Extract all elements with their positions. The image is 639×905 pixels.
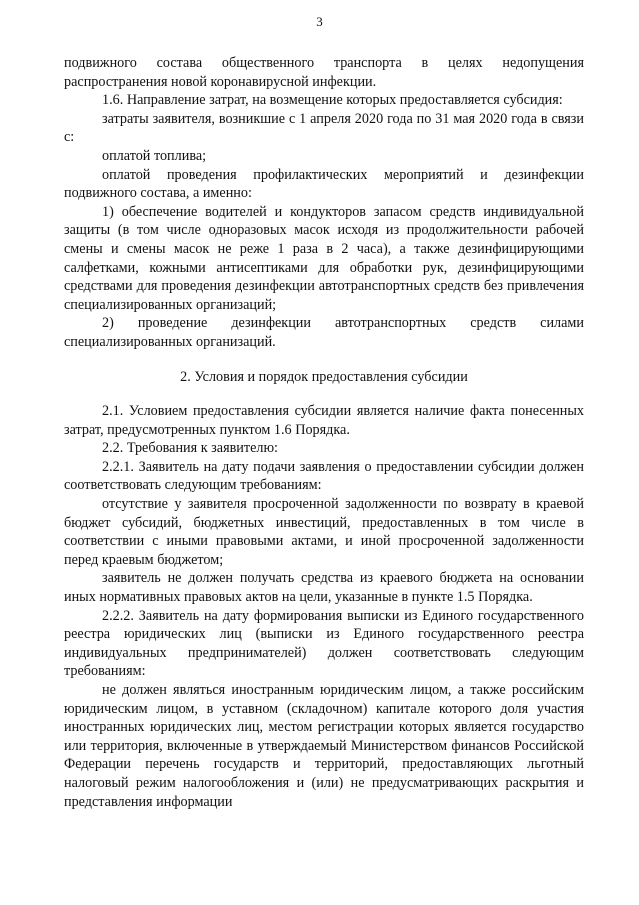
section-2-block [64,402,584,811]
section-heading: 2. Условия и порядок предоставления субсидии [180,368,468,385]
paragraph: оплатой проведения профилактических мероприятий и дезинфекции подвижного состава, а именно: [64,166,584,202]
paragraph: 2.2.1. Заявитель на дату подачи заявления о предоставлении субсидии должен соответствовать следующим требованиям: [64,458,584,494]
paragraph: оплатой топлива; [102,147,207,164]
list-item-paragraph: 2) проведение дезинфекции автотранспортных средств силами специализированных организаций. [64,315,584,350]
paragraph: 2.1. Условием предоставления субсидии является наличие факта понесенных затрат, предусмотренных пунктом 1.6 Порядка. [64,403,584,438]
paragraph: отсутствие у заявителя просроченной задолженности по возврату в краевой бюджет субсидий, бюджетных инвестиций, предоставленных в том числе в соответствии с иными правовыми актами, и иной просроченной задолженности перед краевым бюджетом; [64,496,584,568]
paragraph: подвижного состава общественного транспорта в целях недопущения распространения новой коронавирусной инфекции. [64,55,584,90]
document-body [64,54,584,811]
paragraph: не должен являться иностранным юридическим лицом, а также российским юридическим лицом, в уставном (складочном) капитале которого доля участия иностранных юридических лиц, местом регистрации которых является государство или территория, включенные в утверждаемый Министерством финансов Российской Федерации перечень государств и территорий, предоставляющих льготный налоговый режим налогообложения и (или) не предусматривающих раскрытия и представления информации [64,682,584,810]
paragraph: затраты заявителя, возникшие с 1 апреля 2020 года по 31 мая 2020 года в связи с: [64,110,584,146]
paragraph: 1.6. Направление затрат, на возмещение которых предоставляется субсидия: [102,92,563,109]
paragraph: заявитель не должен получать средства из краевого бюджета на основании иных нормативных правовых актов на цели, указанные в пункте 1.5 Порядка. [64,570,584,606]
page-number: 3 [316,14,323,29]
paragraph: 2.2. Требования к заявителю: [102,440,278,457]
paragraph: 2.2.2. Заявитель на дату формирования выписки из Единого государственного реестра юридических лиц (выписки из Единого государственного реестра индивидуальных предпринимателей) должен соответствовать следующим требованиям: [64,607,584,680]
section-1-6-block [64,54,584,352]
list-item-paragraph: 1) обеспечение водителей и кондукторов запасом средств индивидуальной защиты (в том числе одноразовых масок исходя из продолжительности рабочей смены и смены масок не реже 1 раза в 2 часа), а также дезинфицирующими салфетками, кожными антисептиками для обработки рук, дезинфицирующими средствами для проведения дезинфекции автотранспортных средств без привлечения специализированных организаций; [64,203,584,313]
